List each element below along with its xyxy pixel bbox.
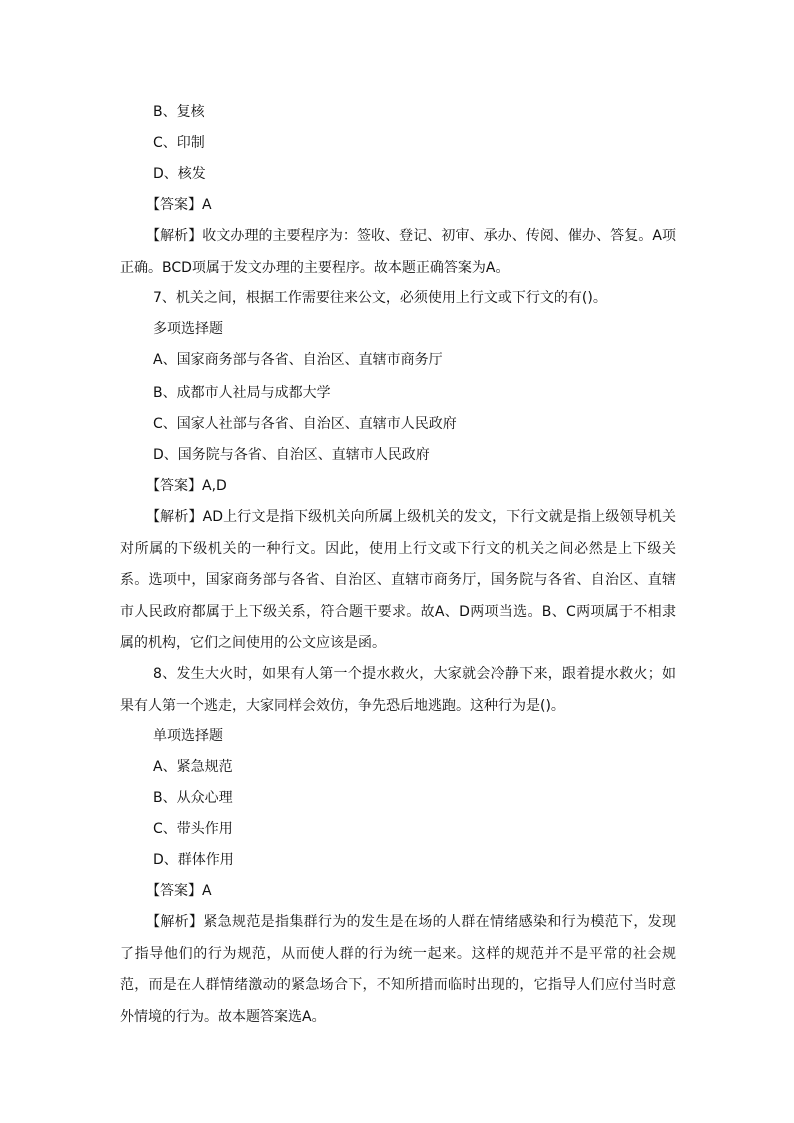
answer-tag: 【答案】 xyxy=(146,883,202,899)
q8-option-b: B、从众心理 xyxy=(153,790,233,806)
analysis-text: 收文办理的主要程序为：签收、登记、初审、承办、传阅、催办、答复。A项正确。BCD项属于发文办理的主要程序。故本题正确答案为A。 xyxy=(120,228,677,276)
answer-value: A xyxy=(202,197,212,213)
answer-tag: 【答案】 xyxy=(146,197,202,213)
analysis-tag: 【解析】 xyxy=(146,228,203,244)
q6-option-c: C、印制 xyxy=(153,135,205,151)
q6-option-d: D、核发 xyxy=(153,166,206,182)
q7-option-b: B、成都市人社局与成都大学 xyxy=(153,385,331,401)
analysis-tag: 【解析】 xyxy=(146,914,204,930)
q8-option-c: C、带头作用 xyxy=(153,821,233,837)
analysis-text: 紧急规范是指集群行为的发生是在场的人群在情绪感染和行为模范下，发现了指导他们的行为规范，从而使人群的行为统一起来。这样的规范并不是平常的社会规范，而是在人群情绪激动的紧急场合下，不知所措而临时出现的，它指导人们应付当时意外情境的行为。故本题答案选A。 xyxy=(120,914,677,1025)
q7-option-a: A、国家商务部与各省、自治区、直辖市商务厅 xyxy=(153,352,443,368)
analysis-text: AD上行文是指下级机关向所属上级机关的发文，下行文就是指上级领导机关对所属的下级机关的一种行文。因此，使用上行文或下行文的机关之间必然是上下级关系。选项中，国家商务部与各省、自治区、直辖市商务厅，国务院与各省、自治区、直辖市人民政府都属于上下级关系，符合题干要求。故A、D两项当选。B、C两项属于不相隶属的机构，它们之间使用的公文应该是函。 xyxy=(120,509,677,651)
q6-answer xyxy=(146,195,212,215)
q6-option-b: B、复核 xyxy=(153,104,205,120)
answer-value: A,D xyxy=(202,478,227,494)
q8-stem: 8、发生大火时，如果有人第一个提水救火，大家就会冷静下来，跟着提水救火；如果有人第一个逃走，大家同样会效仿，争先恐后地逃跑。这种行为是()。 xyxy=(120,666,676,714)
q7-analysis xyxy=(120,502,676,660)
q7-stem: 7、机关之间，根据工作需要往来公文，必须使用上行文或下行文的有()。 xyxy=(153,290,607,306)
q8-answer xyxy=(146,881,212,901)
analysis-tag: 【解析】 xyxy=(146,509,203,525)
q7-option-d: D、国务院与各省、自治区、直辖市人民政府 xyxy=(153,447,430,463)
q7-answer xyxy=(146,476,227,496)
q8-analysis xyxy=(120,907,676,1033)
answer-value: A xyxy=(202,883,212,899)
q7-option-c: C、国家人社部与各省、自治区、直辖市人民政府 xyxy=(153,416,457,432)
q6-analysis xyxy=(120,221,676,284)
q8-option-d: D、群体作用 xyxy=(153,852,234,868)
q7-type: 多项选择题 xyxy=(153,321,223,337)
q8-option-a: A、紧急规范 xyxy=(153,759,233,775)
q8-type: 单项选择题 xyxy=(153,728,223,744)
answer-tag: 【答案】 xyxy=(146,478,202,494)
